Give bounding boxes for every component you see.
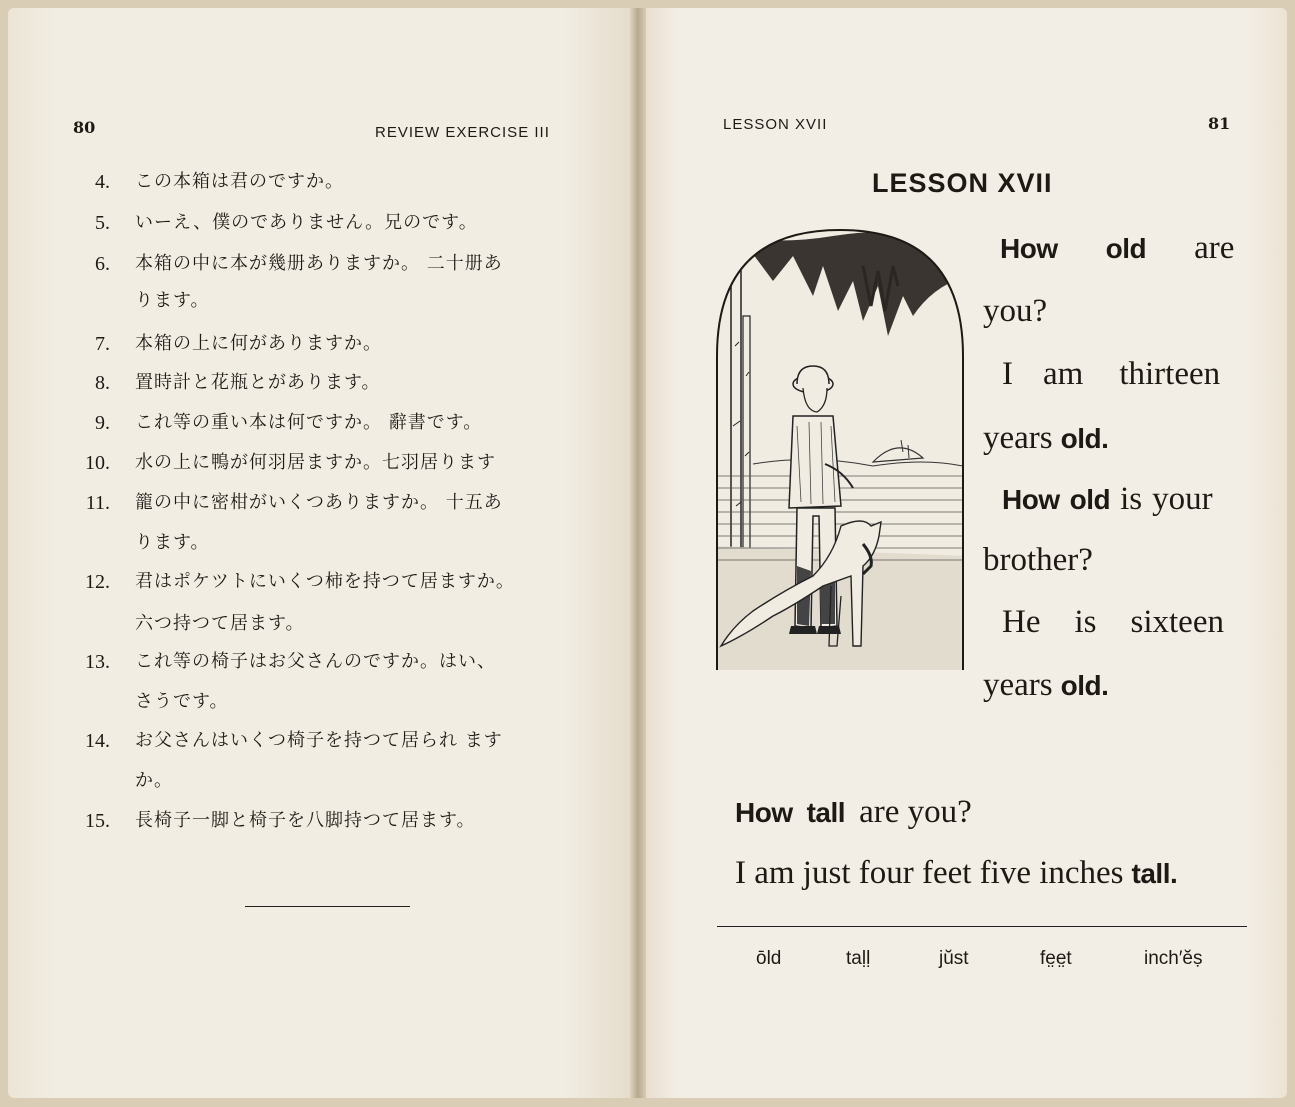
exercise-text-continued: ります。 (135, 532, 210, 553)
vocabulary-word: ōld (756, 948, 782, 969)
lesson-line (1002, 356, 1220, 393)
lesson-line (735, 855, 1177, 892)
exercise-number: 13. (85, 651, 110, 673)
lesson-line: you? (983, 293, 1048, 329)
phrase-plain: years (983, 420, 1053, 456)
lesson-line (1002, 481, 1213, 518)
phrase-plain: am (1043, 356, 1084, 392)
phrase-bold: tall. (1131, 858, 1178, 889)
exercise-text: 籠の中に密柑がいくつありますか。 十五あ (135, 492, 503, 513)
phrase-plain: years (983, 667, 1053, 703)
phrase-bold: old. (1060, 423, 1109, 454)
lesson-line (983, 420, 1108, 457)
exercise-number: 15. (85, 810, 110, 832)
book-gutter (630, 8, 646, 1098)
phrase-bold: tall (806, 797, 846, 828)
exercise-text: お父さんはいくつ椅子を持つて居られ ます (135, 730, 503, 751)
section-divider (245, 906, 410, 907)
exercise-text: 水の上に鴨が何羽居ますか。七羽居ります (135, 452, 496, 473)
phrase-plain: are (1194, 230, 1235, 266)
exercise-text-continued: 六つ持つて居ます。 (135, 613, 305, 634)
left-running-head: REVIEW EXERCISE III (375, 124, 550, 141)
exercise-number: 9. (95, 412, 110, 434)
exercise-text-continued: さうです。 (135, 691, 229, 712)
exercise-text-continued: か。 (135, 770, 173, 791)
phrase-plain: thirteen (1119, 356, 1221, 392)
phrase-plain: your (1152, 481, 1213, 517)
phrase-plain: are you? (859, 794, 972, 830)
exercise-text: 置時計と花瓶とがあります。 (135, 372, 381, 393)
lesson-title: LESSON XVII (872, 168, 1053, 198)
phrase-plain: is (1074, 604, 1097, 640)
vocabulary-word: fe̤e̤t (1040, 948, 1072, 969)
phrase-plain: I am just four feet five inches (735, 855, 1124, 891)
exercise-text: これ等の重い本は何ですか。 辭書です。 (135, 412, 483, 433)
lesson-line: brother? (983, 542, 1093, 578)
lesson-line (983, 667, 1108, 704)
boy-and-dog-illustration (713, 226, 967, 670)
vocabulary-rule (717, 926, 1247, 927)
right-page-number: 81 (1208, 114, 1231, 133)
vocabulary-word: inch′ĕṣ (1144, 948, 1203, 969)
exercise-number: 6. (95, 253, 110, 275)
phrase-bold: How (735, 797, 793, 828)
exercise-text: 本箱の中に本が幾册ありますか。 二十册あ (135, 253, 503, 274)
phrase-plain: sixteen (1130, 604, 1224, 640)
vocabulary-word: jŭst (939, 948, 969, 969)
phrase-bold: old. (1060, 670, 1109, 701)
exercise-number: 5. (95, 212, 110, 234)
phrase-plain: He (1002, 604, 1041, 640)
phrase-bold: How (1002, 484, 1060, 515)
exercise-text: いーえ、僕のでありません。兄のです。 (135, 212, 478, 233)
exercise-number: 12. (85, 571, 110, 593)
exercise-text: 本箱の上に何がありますか。 (135, 333, 382, 354)
exercise-text: 長椅子一脚と椅子を八脚持つて居ます。 (135, 810, 476, 831)
exercise-number: 7. (95, 333, 110, 355)
exercise-number: 8. (95, 372, 110, 394)
exercise-text: この本箱は君のですか。 (135, 171, 344, 192)
exercise-number: 4. (95, 171, 110, 193)
exercise-number: 11. (85, 492, 110, 514)
phrase-bold: old (1105, 233, 1147, 264)
phrase-plain: is (1120, 481, 1143, 517)
phrase-bold: old (1069, 484, 1111, 515)
left-page-number: 80 (73, 118, 96, 137)
phrase-plain: I (1002, 356, 1013, 392)
lesson-line (1002, 604, 1224, 641)
vocabulary-word: taḷḷ (846, 948, 871, 969)
lesson-line (735, 794, 972, 831)
exercise-number: 14. (85, 730, 110, 752)
right-running-head: LESSON XVII (723, 116, 828, 133)
exercise-text: これ等の椅子はお父さんのですか。はい、 (135, 651, 496, 672)
exercise-text: 君はポケツトにいくつ柿を持つて居ますか。 (135, 571, 515, 592)
lesson-line (1000, 230, 1234, 267)
exercise-text-continued: ります。 (135, 290, 210, 311)
exercise-number: 10. (85, 452, 110, 474)
phrase-bold: How (1000, 233, 1058, 264)
